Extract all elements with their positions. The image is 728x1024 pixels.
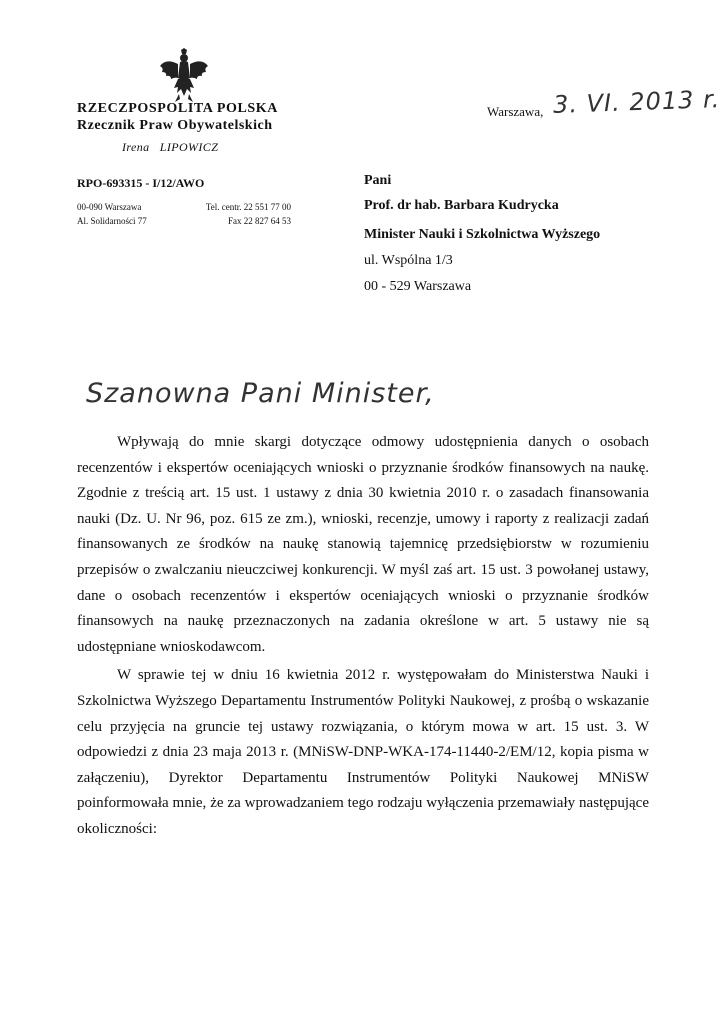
recipient-title: Minister Nauki i Szkolnictwa Wyższego — [364, 227, 601, 242]
body-paragraph: Wpływają do mnie skargi dotyczące odmowy udostępnienia danych o osobach recenzentów i ekspertów oceniających wnioski o przyznanie środków finansowych na naukę. Zgodnie z treścią art. 15 ust. 1 ustawy z dnia 30 kwietnia 2010 r. o zasadach finansowania nauki (Dz. U. Nr 96, poz. 615 ze zm.), wnioski, recenzje, umowy i raporty z realizacji zadań finansowanych ze środków na naukę stanowią tajemnicę przedsiębiorstw w rozumieniu przepisów o zwalczaniu nieuczciwej konkurencji. W myśl zaś art. 15 ust. 3 powołanej ustawy, dane o osobach recenzentów i ekspertów oceniających wnioski o przyznanie środków finansowych na naukę przeznaczonych na zadania określone w art. 5 ustawy nie są udostępniane wnioskodawcom. — [77, 434, 649, 655]
recipient-street: ul. Wspólna 1/3 — [364, 253, 453, 268]
polish-eagle-icon — [158, 48, 210, 104]
recipient-name: Prof. dr hab. Barbara Kudrycka — [364, 198, 559, 213]
recipient-salutation: Pani — [364, 173, 392, 188]
telephone: Tel. centr. 22 551 77 00 — [205, 202, 291, 212]
handwritten-salutation: Szanowna Pani Minister, — [86, 378, 435, 409]
address-line-2: Al. Solidarności 77 — [77, 216, 147, 226]
address-line-1: 00-090 Warszawa — [77, 202, 142, 212]
fax: Fax 22 827 64 53 — [228, 216, 291, 226]
letter-body — [77, 430, 649, 846]
reference-number: RPO-693315 - I/12/AWO — [77, 176, 205, 190]
handwritten-date: 3. VI. 2013 r. — [552, 85, 721, 119]
issuer-name: RZECZPOSPOLITA POLSKA — [77, 101, 278, 116]
issuer-office: Rzecznik Praw Obywatelskich — [77, 118, 273, 133]
recipient-city: 00 - 529 Warszawa — [364, 279, 472, 294]
date-place: Warszawa, — [487, 104, 544, 119]
body-paragraph: W sprawie tej w dniu 16 kwietnia 2012 r. występowałam do Ministerstwa Nauki i Szkolnictwa Wyższego Departamentu Instrumentów Polityki Naukowej, z prośbą o wskazanie celu przyjęcia na gruncie tej ustawy rozwiązania, o którym mowa w art. 15 ust. 3. W odpowiedzi z dnia 23 maja 2013 r. (MNiSW-DNP-WKA-174-11440-2/EM/12, kopia pisma w załączeniu), Dyrektor Departamentu Instrumentów Polityki Naukowej MNiSW poinformowała mnie, że za wprowadzaniem tego rodzaju wyłączenia przemawiały następujące okoliczności: — [77, 667, 649, 837]
issuer-person: Irena LIPOWICZ — [122, 140, 219, 154]
